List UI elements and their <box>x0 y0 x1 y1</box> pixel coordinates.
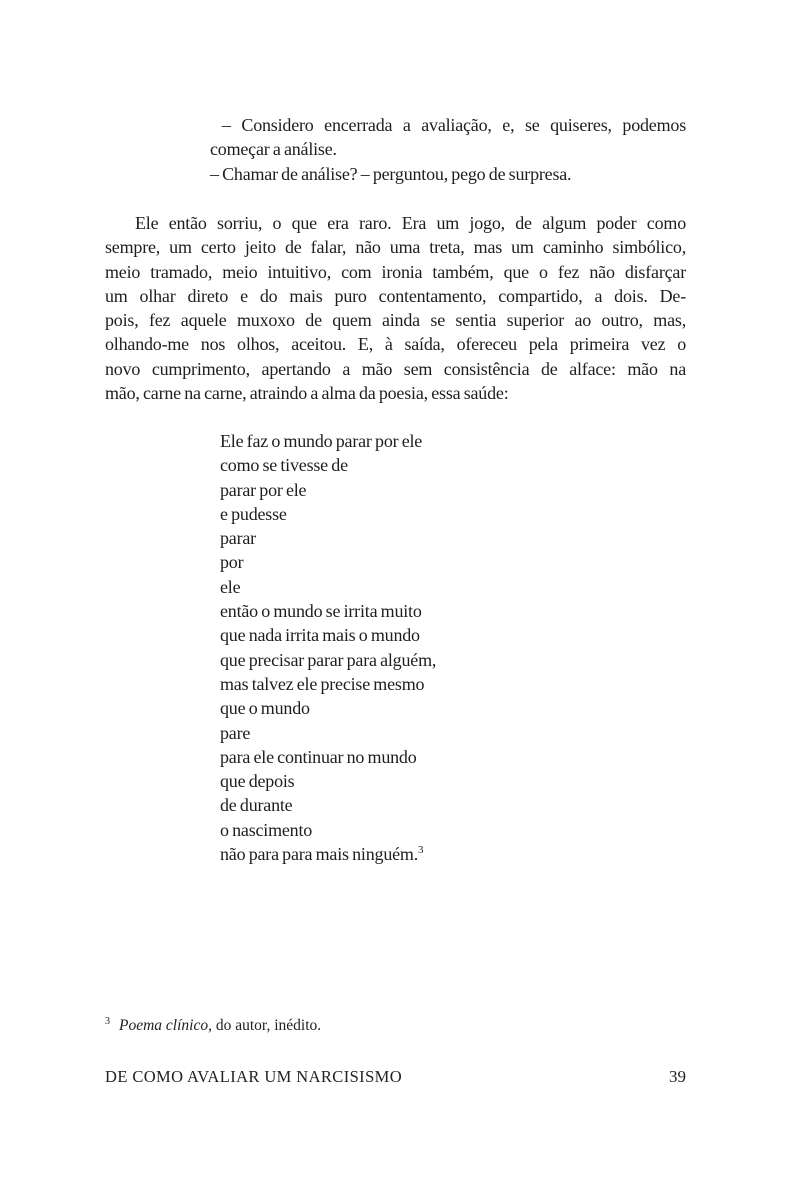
poem-line: de durante <box>220 795 293 816</box>
poem-line: o nascimento <box>220 819 313 840</box>
footnote <box>105 1016 686 1036</box>
poem-line: e pudesse <box>220 503 287 524</box>
footnote-text: , do autor, inédito. <box>208 1017 322 1034</box>
poem-line: ele <box>220 576 241 597</box>
running-title: DE COMO AVALIAR UM NARCISISMO <box>105 1067 403 1086</box>
poem-block <box>220 429 680 866</box>
poem-line: como se tivesse de <box>220 455 348 476</box>
dialogue-line: – Considero encerrada a avaliação, e, se quiseres, podemos <box>222 115 686 135</box>
page-number: 39 <box>669 1067 686 1086</box>
dialogue-block <box>210 113 686 186</box>
poem-line-text: não para para mais ninguém. <box>220 844 419 865</box>
poem-line: que o mundo <box>220 698 310 719</box>
narrative-line: um olhar direto e do mais puro contentamento, compartido, a dois. De- <box>105 285 686 306</box>
narrative-paragraph <box>105 211 686 405</box>
footnote-reference: 3 <box>418 844 424 857</box>
poem-line: que precisar parar para alguém, <box>220 649 437 670</box>
narrative-line: novo cumprimento, apertando a mão sem consistência de alface: mão na <box>105 358 686 379</box>
footnote-work-title: Poema clínico <box>119 1017 209 1034</box>
dialogue-line: começar a análise. <box>210 139 337 160</box>
poem-line: que nada irrita mais o mundo <box>220 625 420 646</box>
poem-line: parar <box>220 528 256 549</box>
poem-line: para ele continuar no mundo <box>220 746 417 767</box>
footnote-marker: 3 <box>105 1015 110 1027</box>
narrative-line: olhando-me nos olhos, aceitou. E, à saída, ofereceu pela primeira vez o <box>105 334 686 355</box>
poem-line: parar por ele <box>220 479 307 500</box>
page-footer <box>105 1067 686 1087</box>
dialogue-line: – Chamar de análise? – perguntou, pego de surpresa. <box>210 163 572 184</box>
poem-line: por <box>220 552 244 573</box>
narrative-line: meio tramado, meio intuitivo, com ironia também, que o fez não disfarçar <box>105 261 686 282</box>
poem-line <box>220 842 680 866</box>
narrative-line: Ele então sorriu, o que era raro. Era um jogo, de algum poder como <box>135 213 686 233</box>
poem-line: pare <box>220 722 251 743</box>
poem-line: Ele faz o mundo parar por ele <box>220 431 423 451</box>
poem-line: que depois <box>220 771 295 792</box>
narrative-line: pois, fez aquele muxoxo de quem ainda se sentia superior ao outro, mas, <box>105 310 686 331</box>
poem-line: mas talvez ele precise mesmo <box>220 673 425 694</box>
narrative-line: mão, carne na carne, atraindo a alma da poesia, essa saúde: <box>105 383 509 404</box>
narrative-line: sempre, um certo jeito de falar, não uma treta, mas um caminho simbólico, <box>105 237 686 258</box>
poem-line: então o mundo se irrita muito <box>220 601 422 622</box>
